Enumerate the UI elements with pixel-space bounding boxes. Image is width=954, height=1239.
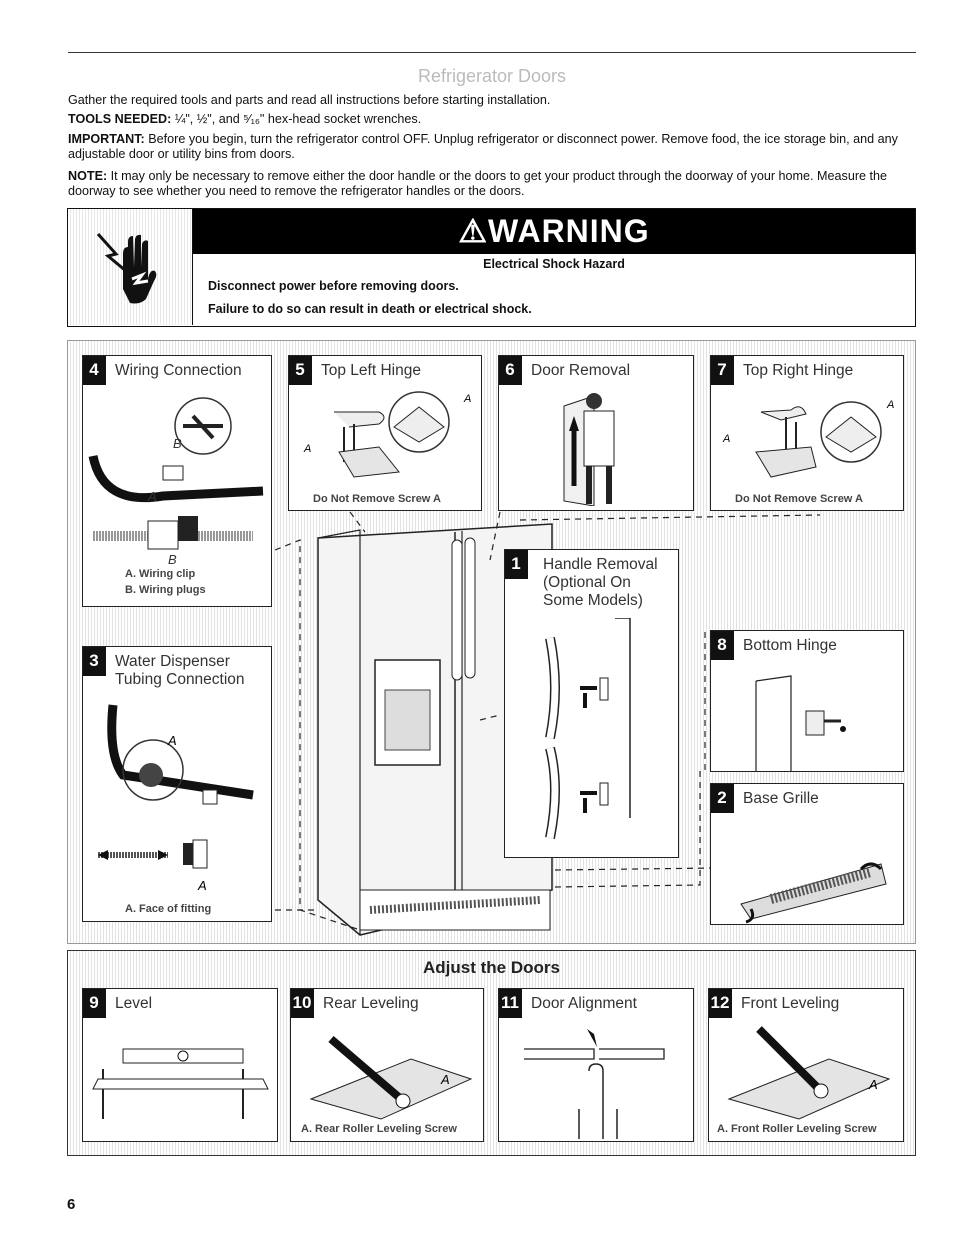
tools-label: TOOLS NEEDED:: [68, 112, 172, 126]
step-panel-wiring-connection: [82, 355, 272, 607]
door-alignment-illustration: [499, 1019, 694, 1139]
top-right-hinge-illustration: [711, 382, 904, 492]
top-left-hinge-illustration: [289, 382, 482, 492]
step-panel-door-alignment: [498, 988, 694, 1142]
step-number-badge: 6: [498, 355, 522, 385]
step-number-badge: 5: [288, 355, 312, 385]
adjust-doors-title: Adjust the Doors: [423, 958, 560, 977]
step-number-badge: 2: [710, 783, 734, 813]
warning-hazard: Electrical Shock Hazard: [483, 257, 625, 271]
step-panel-top-left-hinge: [288, 355, 482, 511]
warning-line-1: Disconnect power before removing doors.: [208, 279, 459, 293]
step-number-badge: 3: [82, 646, 106, 676]
label-a: A: [168, 733, 177, 748]
step-title: Handle Removal (Optional On Some Models): [543, 556, 658, 609]
section-title: Refrigerator Doors: [417, 66, 567, 86]
step-number-badge: 4: [82, 355, 106, 385]
step-title: Wiring Connection: [115, 362, 242, 379]
door-removal-illustration: [499, 386, 694, 506]
step-panel-rear-leveling: [290, 988, 484, 1142]
step-panel-door-removal: [498, 355, 694, 511]
bottom-hinge-illustration: [711, 661, 904, 771]
warning-heading: ⚠WARNING: [193, 209, 915, 254]
tools-text: ¼", ½", and ⁵⁄₁₆" hex-head socket wrenches.: [171, 112, 422, 126]
label-b: B: [173, 436, 182, 451]
step-number-badge: 9: [82, 988, 106, 1018]
important-text: Before you begin, turn the refrigerator control OFF. Unplug refrigerator or disconnect power. Remove food, the ice storage bin, and any adjustable door or utility bins from doors.: [68, 132, 898, 161]
step-number-badge: 10: [290, 988, 314, 1018]
caption-do-not-remove: Do Not Remove Screw A: [735, 493, 863, 505]
water-tubing-illustration: [83, 695, 272, 905]
label-a: A: [198, 878, 207, 893]
caption-do-not-remove: Do Not Remove Screw A: [313, 493, 441, 505]
step-title: Top Left Hinge: [321, 362, 421, 379]
rear-leveling-illustration: [291, 1019, 484, 1124]
step-panel-bottom-hinge: [710, 630, 904, 772]
step-number-badge: 8: [710, 630, 734, 660]
step-panel-level: [82, 988, 278, 1142]
step-title: Water Dispenser Tubing Connection: [115, 653, 245, 688]
note-text: It may only be necessary to remove either the door handle or the doors to get your product through the doorway of your home. Measure the doorway to see whether you need to remove the refrigerator handles or the doors.: [68, 169, 888, 198]
step-panel-base-grille: [710, 783, 904, 925]
caption-rear-roller: A. Rear Roller Leveling Screw: [301, 1123, 457, 1135]
label-a: A: [441, 1072, 450, 1087]
caption-wiring-plugs: B. Wiring plugs: [125, 584, 206, 596]
wiring-clip-illustration: [83, 386, 272, 596]
step-number-badge: 7: [710, 355, 734, 385]
label-a: A: [304, 443, 312, 455]
note-label: NOTE:: [68, 169, 108, 183]
step-title: Door Removal: [531, 362, 631, 379]
caption-wiring-clip: A. Wiring clip: [125, 568, 196, 580]
label-a: A: [869, 1077, 878, 1092]
step-number-badge: 12: [708, 988, 732, 1018]
level-illustration: [83, 1029, 278, 1139]
step-number-badge: 1: [504, 549, 528, 579]
step-title: Level: [115, 995, 153, 1012]
label-a: A: [148, 489, 157, 504]
step-title: Top Right Hinge: [743, 362, 854, 379]
important-label: IMPORTANT:: [68, 132, 145, 146]
warning-line-2: Failure to do so can result in death or electrical shock.: [208, 302, 532, 316]
caption-front-roller: A. Front Roller Leveling Screw: [717, 1123, 877, 1135]
page-number: 6: [67, 1196, 76, 1213]
base-grille-illustration: [711, 814, 904, 924]
step-panel-top-right-hinge: [710, 355, 904, 511]
label-b: B: [168, 552, 177, 567]
label-a: A: [723, 433, 731, 445]
step-panel-front-leveling: [708, 988, 904, 1142]
step-title: Door Alignment: [531, 995, 637, 1012]
step-title: Base Grille: [743, 790, 819, 807]
step-title: Bottom Hinge: [743, 637, 837, 654]
label-a: A: [887, 399, 895, 411]
intro-gather: Gather the required tools and parts and read all instructions before starting installation.: [68, 93, 551, 107]
step-panel-water-dispenser: [82, 646, 272, 922]
handle-removal-illustration: [505, 618, 679, 858]
step-number-badge: 11: [498, 988, 522, 1018]
label-a: A: [464, 393, 472, 405]
front-leveling-illustration: [709, 1019, 904, 1124]
step-panel-handle-removal: [504, 549, 679, 858]
caption-face-of-fitting: A. Face of fitting: [125, 903, 212, 915]
step-title: Front Leveling: [741, 995, 840, 1012]
step-title: Rear Leveling: [323, 995, 419, 1012]
